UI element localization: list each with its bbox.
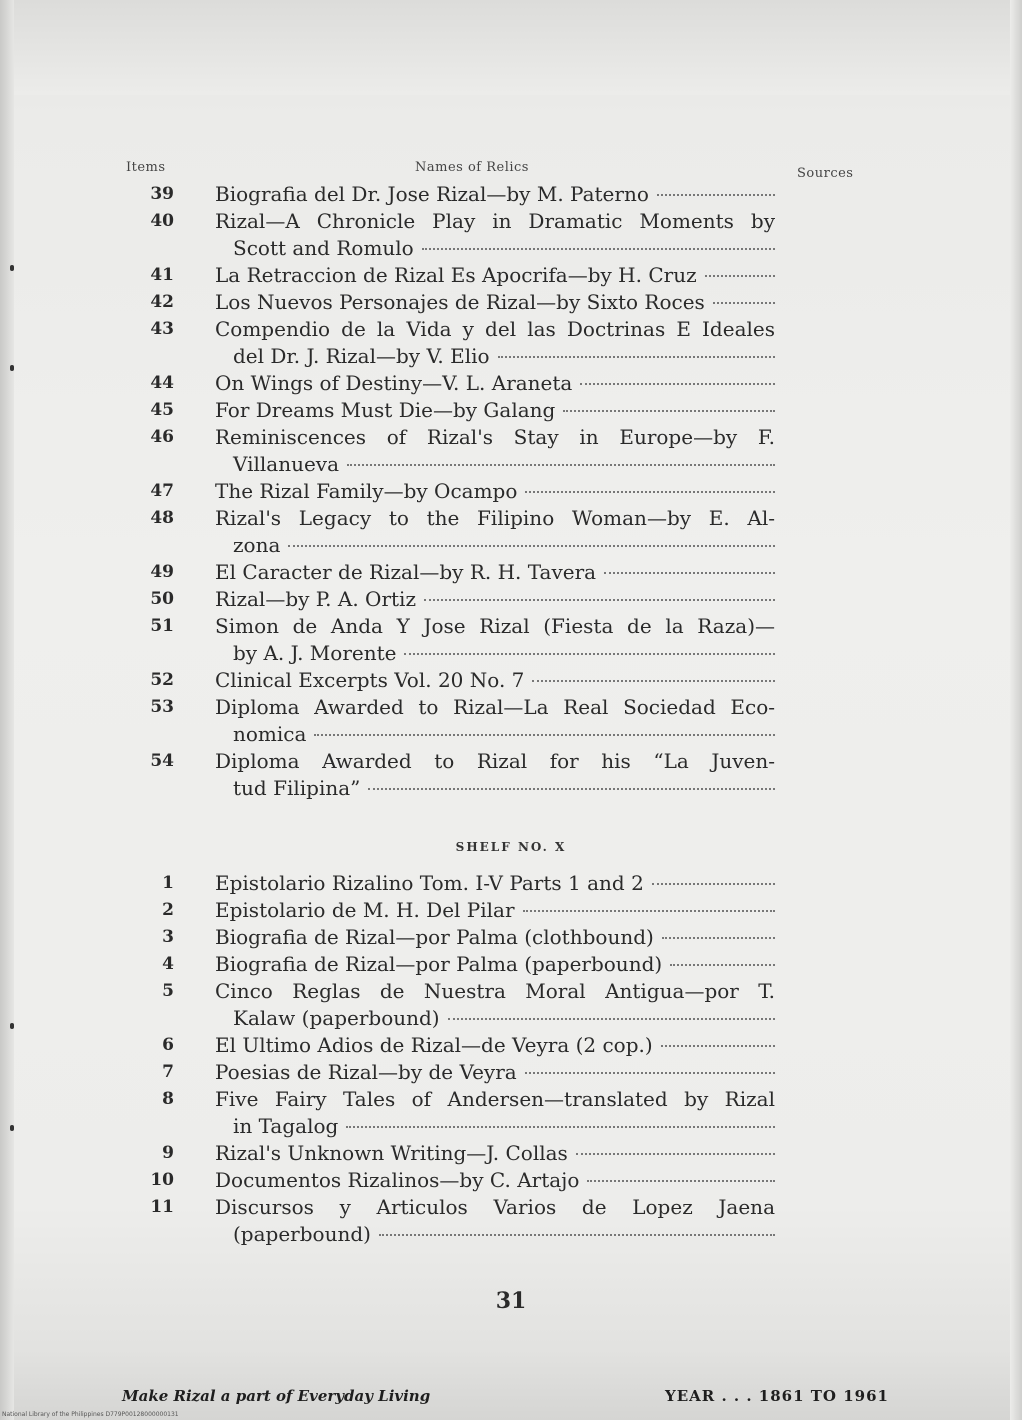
page-number: 31 xyxy=(495,1288,527,1314)
item-number: 49 xyxy=(150,562,174,582)
shelf-heading: SHELF NO. X xyxy=(455,840,567,854)
item-number: 9 xyxy=(162,1143,174,1163)
item-number: 42 xyxy=(150,292,174,312)
dot-leader xyxy=(422,248,775,250)
item-number: 53 xyxy=(150,697,174,717)
dot-leader xyxy=(604,572,775,574)
dot-leader xyxy=(523,910,775,912)
relic-title-line: nomica xyxy=(233,722,307,746)
relic-title xyxy=(215,397,775,424)
relic-title-line: Rizal's Legacy to the Filipino Woman—by E. Al- xyxy=(215,506,775,530)
relic-title xyxy=(215,586,775,613)
dot-leader xyxy=(580,383,775,385)
dot-leader xyxy=(525,491,775,493)
relic-title-line: Biografia del Dr. Jose Rizal—by M. Paterno xyxy=(215,182,649,206)
relic-title-line: Rizal—A Chronicle Play in Dramatic Moments by xyxy=(215,209,775,233)
dot-leader xyxy=(563,410,775,412)
item-number: 44 xyxy=(150,373,174,393)
dot-leader xyxy=(379,1234,775,1236)
margin-mark xyxy=(10,1125,14,1131)
relic-title-line: Kalaw (paperbound) xyxy=(233,1006,440,1030)
dot-leader xyxy=(498,356,775,358)
relic-title xyxy=(215,1059,775,1086)
dot-leader xyxy=(657,194,775,196)
relic-title-line: El Ultimo Adios de Rizal—de Veyra (2 cop.) xyxy=(215,1033,653,1057)
dot-leader xyxy=(314,734,775,736)
item-number: 43 xyxy=(150,319,174,339)
dot-leader xyxy=(368,788,775,790)
relic-title-line: Cinco Reglas de Nuestra Moral Antigua—por T. xyxy=(215,979,775,1003)
item-number: 46 xyxy=(150,427,174,447)
item-number: 50 xyxy=(150,589,174,609)
item-number: 1 xyxy=(162,873,174,893)
left-page-edge xyxy=(0,0,14,1420)
item-number: 2 xyxy=(162,900,174,920)
relic-title xyxy=(215,181,775,208)
dot-leader xyxy=(347,464,775,466)
relic-title-line: Epistolario Rizalino Tom. I-V Parts 1 and 2 xyxy=(215,871,644,895)
item-number: 6 xyxy=(162,1035,174,1055)
relic-title xyxy=(215,748,775,802)
dot-leader xyxy=(288,545,775,547)
relic-title-line: Compendio de la Vida y del las Doctrinas E Ideales xyxy=(215,317,775,341)
margin-mark xyxy=(10,365,14,371)
column-header-sources: Sources xyxy=(797,166,854,181)
dot-leader xyxy=(662,937,775,939)
margin-mark xyxy=(10,265,14,271)
relic-title xyxy=(215,694,775,748)
relic-title-line: del Dr. J. Rizal—by V. Elio xyxy=(233,344,490,368)
relic-title xyxy=(215,1032,775,1059)
footer-year-range: YEAR . . . 1861 TO 1961 xyxy=(665,1387,889,1405)
item-number: 8 xyxy=(162,1089,174,1109)
item-number: 41 xyxy=(150,265,174,285)
dot-leader xyxy=(346,1126,775,1128)
dot-leader xyxy=(587,1180,775,1182)
item-number: 39 xyxy=(150,184,174,204)
relic-title-line: Los Nuevos Personajes de Rizal—by Sixto Roces xyxy=(215,290,705,314)
relic-title xyxy=(215,897,775,924)
dot-leader xyxy=(670,964,775,966)
footer-slogan: Make Rizal a part of Everyday Living xyxy=(122,1387,431,1405)
relic-title-line: in Tagalog xyxy=(233,1114,339,1138)
right-page-edge xyxy=(1010,0,1022,1420)
relic-title-line: For Dreams Must Die—by Galang xyxy=(215,398,556,422)
relic-title xyxy=(215,559,775,586)
item-number: 5 xyxy=(162,981,174,1001)
item-number: 47 xyxy=(150,481,174,501)
relic-title xyxy=(215,951,775,978)
dot-leader xyxy=(652,883,775,885)
item-number: 45 xyxy=(150,400,174,420)
relic-title xyxy=(215,870,775,897)
item-number: 52 xyxy=(150,670,174,690)
relic-title-line: Reminiscences of Rizal's Stay in Europe—by F. xyxy=(215,425,775,449)
relic-title xyxy=(215,316,775,370)
relic-title-line: On Wings of Destiny—V. L. Araneta xyxy=(215,371,573,395)
relic-title xyxy=(215,505,775,559)
item-number: 51 xyxy=(150,616,174,636)
item-number: 40 xyxy=(150,211,174,231)
relic-title-line: Biografia de Rizal—por Palma (clothbound) xyxy=(215,925,654,949)
relic-title xyxy=(215,667,775,694)
relic-title xyxy=(215,424,775,478)
relic-title-line: Rizal—by P. A. Ortiz xyxy=(215,587,416,611)
relic-title-line: Clinical Excerpts Vol. 20 No. 7 xyxy=(215,668,525,692)
margin-mark xyxy=(10,1023,14,1029)
relic-title xyxy=(215,1194,775,1248)
relic-title-line: El Caracter de Rizal—by R. H. Tavera xyxy=(215,560,597,584)
relic-title xyxy=(215,478,775,505)
relic-title xyxy=(215,978,775,1032)
relic-title-line: Documentos Rizalinos—by C. Artajo xyxy=(215,1168,580,1192)
relic-title xyxy=(215,1140,775,1167)
dot-leader xyxy=(705,275,775,277)
dot-leader xyxy=(713,302,775,304)
relic-title-line: Rizal's Unknown Writing—J. Collas xyxy=(215,1141,568,1165)
relic-title xyxy=(215,262,775,289)
dot-leader xyxy=(661,1045,775,1047)
item-number: 11 xyxy=(150,1197,174,1217)
relic-title xyxy=(215,1086,775,1140)
item-number: 7 xyxy=(162,1062,174,1082)
relic-title-line: zona xyxy=(233,533,281,557)
column-header-items: Items xyxy=(126,160,166,175)
relic-title xyxy=(215,208,775,262)
relic-title-line: Poesias de Rizal—by de Veyra xyxy=(215,1060,517,1084)
relic-title xyxy=(215,613,775,667)
relic-title-line: Biografia de Rizal—por Palma (paperbound) xyxy=(215,952,663,976)
item-number: 3 xyxy=(162,927,174,947)
relic-title-line: Discursos y Articulos Varios de Lopez Jaena xyxy=(215,1195,775,1219)
item-number: 4 xyxy=(162,954,174,974)
relic-title-line: Diploma Awarded to Rizal for his “La Juven- xyxy=(215,749,775,773)
relic-title-line: (paperbound) xyxy=(233,1222,371,1246)
relic-title-line: Five Fairy Tales of Andersen—translated by Rizal xyxy=(215,1087,775,1111)
relic-title-line: Villanueva xyxy=(233,452,340,476)
relic-title xyxy=(215,924,775,951)
relic-title-line: tud Filipina” xyxy=(233,776,361,800)
relic-title-line: Simon de Anda Y Jose Rizal (Fiesta de la Raza)— xyxy=(215,614,775,638)
top-shadow xyxy=(0,0,1022,95)
dot-leader xyxy=(532,680,775,682)
item-number: 10 xyxy=(150,1170,174,1190)
dot-leader xyxy=(404,653,775,655)
item-number: 54 xyxy=(150,751,174,771)
relic-title xyxy=(215,370,775,397)
dot-leader xyxy=(424,599,775,601)
relic-title-line: Diploma Awarded to Rizal—La Real Sociedad Eco- xyxy=(215,695,775,719)
relic-title-line: La Retraccion de Rizal Es Apocrifa—by H. Cruz xyxy=(215,263,697,287)
dot-leader xyxy=(448,1018,775,1020)
relic-title xyxy=(215,289,775,316)
relic-title xyxy=(215,1167,775,1194)
relic-title-line: The Rizal Family—by Ocampo xyxy=(215,479,518,503)
relic-title-line: Epistolario de M. H. Del Pilar xyxy=(215,898,515,922)
item-number: 48 xyxy=(150,508,174,528)
scan-credit: National Library of the Philippines D779P00128000000131 xyxy=(2,1411,179,1418)
column-header-names: Names of Relics xyxy=(415,160,529,175)
relic-title-line: Scott and Romulo xyxy=(233,236,414,260)
dot-leader xyxy=(576,1153,775,1155)
relic-title-line: by A. J. Morente xyxy=(233,641,397,665)
dot-leader xyxy=(525,1072,775,1074)
